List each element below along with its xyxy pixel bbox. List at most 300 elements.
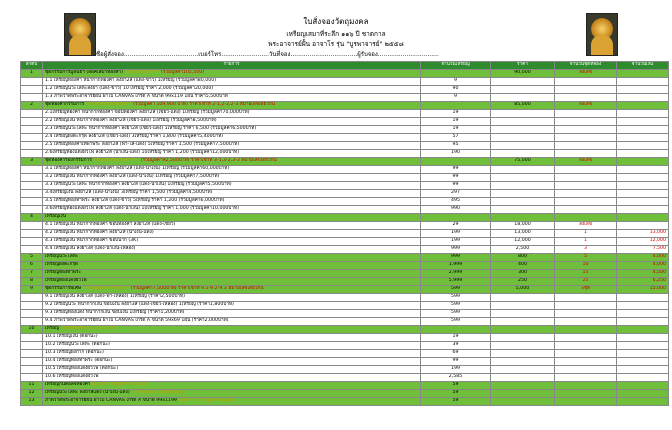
table-row (21, 93, 669, 101)
table-row (21, 229, 669, 237)
group-row (21, 69, 669, 77)
row-amount (617, 293, 669, 301)
item-text: 3.5 เหรียญทองทาพระ ลงยา2สี (แดง-ขาว) 5เหรียญ ราคา 1,200 (รวมมูลค่า6,000บาท) (45, 197, 225, 203)
row-item (43, 157, 421, 165)
row-amount: 7,500 (617, 245, 669, 253)
row-price: 12,000 (491, 237, 555, 245)
row-booked (555, 349, 617, 357)
row-price: 13,000 (491, 229, 555, 237)
row-item (43, 181, 421, 189)
item-text: 1.1 เหรียญทองคำ หน้ากากทองคำ ลงยา2สี (แดง-ขาว) 1เหรียญ (รวมมูลค่า80,000) (45, 77, 217, 83)
col-header-item: รายการ (43, 62, 421, 70)
col-header-qty: จำนวนเหรียญ (421, 62, 491, 70)
row-booked: ลงเลข (555, 69, 617, 77)
row-number (21, 189, 43, 197)
table-row (21, 77, 669, 85)
item-text: เหรียญทองทาพระ (45, 269, 81, 275)
row-item (43, 117, 421, 125)
table-row (21, 125, 669, 133)
row-booked (555, 189, 617, 197)
row-amount (617, 165, 669, 173)
table-row (21, 85, 669, 93)
row-booked (555, 357, 617, 365)
row-booked: 3 (555, 245, 617, 253)
row-booked (555, 213, 617, 221)
item-text: 9.2 เหรียญนวะ หน้ากากเงิน ขอบเงิน ลงยา3สี (แดง-เขียว-เหลือง) 1เหรียญ (ราคา1,800บาท) (45, 301, 234, 307)
row-number (21, 109, 43, 117)
col-header-price: ราคา (491, 62, 555, 70)
row-number: 8 (21, 277, 43, 285)
row-number (21, 93, 43, 101)
row-number (21, 221, 43, 229)
row-amount (617, 117, 669, 125)
row-booked (555, 173, 617, 181)
row-booked (555, 133, 617, 141)
row-booked (555, 365, 617, 373)
item-text: 4.1 เหรียญเงิน หน้ากากทองคำ ขอบทองคำ ลงยา2สี (แดง-เขียว) (45, 221, 176, 227)
table-row (21, 317, 669, 325)
item-text: เหรียญเงิน (45, 213, 67, 219)
item-highlight: (แจกพระเถระผู้ทรงคุณวุฒิ) (131, 389, 187, 395)
row-booked: 3ชุด (555, 285, 617, 293)
row-qty (421, 157, 491, 165)
row-amount (617, 373, 669, 381)
row-booked (555, 309, 617, 317)
row-booked (555, 381, 617, 389)
row-qty: 99 (421, 357, 491, 365)
row-item (43, 141, 421, 149)
table-row (21, 333, 669, 341)
row-number (21, 365, 43, 373)
row-item (43, 381, 421, 389)
row-booked (555, 317, 617, 325)
table-row (21, 109, 669, 117)
row-price (491, 357, 555, 365)
row-qty: 69 (421, 349, 491, 357)
row-price (491, 365, 555, 373)
row-number (21, 173, 43, 181)
item-text: เหรียญนวะโลหะ ลงยาสีแดง (น้ำเงิน-แดง) (45, 389, 130, 395)
row-price (491, 349, 555, 357)
row-item (43, 125, 421, 133)
row-booked: 15 (555, 269, 617, 277)
row-qty: 19 (421, 109, 491, 117)
row-price (491, 141, 555, 149)
row-number (21, 77, 43, 85)
row-booked (555, 125, 617, 133)
row-booked: ลงเลข (555, 101, 617, 109)
row-amount: 12,000 (617, 237, 669, 245)
row-qty: 90 (421, 85, 491, 93)
group-row (21, 213, 669, 221)
row-amount (617, 301, 669, 309)
row-amount (617, 109, 669, 117)
row-qty: 59 (421, 389, 491, 397)
row-qty: 19 (421, 125, 491, 133)
col-header-no: ลำดับ (21, 62, 43, 70)
item-highlight: (แจกพระเถระผู้ทรงคุณวุฒิ) (178, 397, 234, 403)
row-amount: 15,000 (617, 285, 669, 293)
group-row (21, 261, 669, 269)
row-item (43, 229, 421, 237)
table-row (21, 117, 669, 125)
row-qty (421, 69, 491, 77)
row-qty: 5,999 (421, 277, 491, 285)
order-table (20, 61, 669, 406)
row-amount (617, 125, 669, 133)
row-price (491, 333, 555, 341)
row-qty: 99 (421, 165, 491, 173)
row-number (21, 317, 43, 325)
row-number (21, 117, 43, 125)
row-booked (555, 109, 617, 117)
page-subtitle-2: พระอาจารย์ฝั้น อาจาโร รุ่น "บูรพาจารย์" ๒๕๕๘ (268, 40, 404, 48)
row-price: 300 (491, 269, 555, 277)
table-row (21, 149, 669, 157)
row-qty: 59 (421, 381, 491, 389)
row-price: 85,000 (491, 101, 555, 109)
row-amount: 6,250 (617, 277, 669, 285)
group-row (21, 381, 669, 389)
row-number: 13 (21, 397, 43, 405)
row-qty (421, 213, 491, 221)
row-price (491, 109, 555, 117)
table-row (21, 189, 669, 197)
row-price: 2,500 (491, 245, 555, 253)
row-item (43, 213, 421, 221)
row-number: 11 (21, 381, 43, 389)
row-number (21, 373, 43, 381)
row-qty: 190 (421, 149, 491, 157)
item-text: 2.1เหรียญทองคำ หน้ากากทองคำ ขอบทองคำ ลงยา2สี (เขียว-แดง) 1เหรียญ (รวมมูลค่า70,000บาท) (45, 109, 250, 115)
row-amount (617, 93, 669, 101)
row-price (491, 181, 555, 189)
row-number (21, 133, 43, 141)
group-row (21, 253, 669, 261)
row-amount (617, 341, 669, 349)
row-booked: 1 (555, 237, 617, 245)
row-price (491, 325, 555, 333)
table-row (21, 309, 669, 317)
row-booked (555, 197, 617, 205)
row-price (491, 213, 555, 221)
item-text: 9.4 ภาพวาดพระอาจารย์ฝั้น ผ้าใบ CANVAS เกรด A ขนาด 59x69 1ผืน (ราคา2,000บาท) (45, 317, 229, 323)
row-amount (617, 149, 669, 157)
row-amount (617, 101, 669, 109)
row-qty: 599 (421, 293, 491, 301)
item-text: 9.3 เหรียญทองแดง หน้ากากเงิน ขอบเงิน 1เหรียญ (ราคา1,200บาท) (45, 309, 185, 315)
item-text: 3.3 เหรียญนวะโลหะ หน้ากากทองคำ ลงยา2สี (แดง-น้ำเงิน) 1เหรียญ (รวมมูลค่า5,500บาท) (45, 181, 232, 187)
row-booked (555, 373, 617, 381)
row-number (21, 333, 43, 341)
row-booked: 25 (555, 277, 617, 285)
table-row (21, 133, 669, 141)
item-text: 4.4 เหรียญเงิน ลงยา3สี (แดง-น้ำเงิน-เหลือง) (45, 245, 136, 251)
row-item (43, 333, 421, 341)
row-booked (555, 301, 617, 309)
table-row (21, 205, 669, 213)
row-number (21, 293, 43, 301)
row-price (491, 173, 555, 181)
item-text: 2.5 เหรียญทองคำเทพาพระ ลงยา2สี (ฟ้า-ใส-แดง) 5เหรียญ ราคา 1,500 (รวมมูลค่า7,500บาท) (45, 141, 240, 147)
row-qty: 39 (421, 341, 491, 349)
row-price (491, 309, 555, 317)
row-number: 12 (21, 389, 43, 397)
row-item (43, 277, 421, 285)
row-qty: 19 (421, 117, 491, 125)
row-qty: 599 (421, 301, 491, 309)
row-number (21, 197, 43, 205)
table-row (21, 141, 669, 149)
group-row (21, 101, 669, 109)
row-qty: 199 (421, 229, 491, 237)
row-amount (617, 141, 669, 149)
row-amount (617, 349, 669, 357)
row-item (43, 373, 421, 381)
row-item (43, 197, 421, 205)
item-highlight: (แจกพระเถระผู้ทรงคุณวุฒิ) (91, 381, 147, 387)
item-text: 1.2 เหรียญนวะโลหะลงยา (แดง-ขาว) 10 เหรียญ ราคา 2,000 (รวมมูลค่า20,000) (45, 85, 214, 91)
row-item (43, 69, 421, 77)
group-row (21, 277, 669, 285)
row-price (491, 197, 555, 205)
item-text: เหรียญนวะโลหะ (45, 253, 79, 259)
table-row (21, 245, 669, 253)
group-row (21, 269, 669, 277)
row-item (43, 269, 421, 277)
item-text: ชุดกรรมการพิเศษ (45, 285, 81, 291)
order-form-line: ชื่อผู้สั่งจอง.......................................เบอร์โทร.........................วันที่จอง...................................ผู้รับจอง................................ (96, 51, 439, 58)
row-price (491, 397, 555, 405)
page-title: ใบสั่งจองวัตถุมงคล (303, 17, 369, 26)
col-header-booked: จำนวนชุดที่จอง (555, 62, 617, 70)
item-text: 10.5 เหรียญทองแดงผิวไฟ (ตอกนะ) (45, 365, 119, 371)
row-booked (555, 397, 617, 405)
item-text: 2.6เหรียญทองแดงผิวไฟ ลงยา2สี (น้ำเงิน-แดง) 10เหรียญ ราคา 1,200 (รวมมูลค่า12,000บาท) (45, 149, 239, 155)
table-row (21, 293, 669, 301)
row-item (43, 365, 421, 373)
row-number: 9 (21, 285, 43, 293)
item-text: เหรียญ (45, 325, 59, 331)
row-number (21, 229, 43, 237)
row-number: 5 (21, 253, 43, 261)
row-number (21, 237, 43, 245)
item-note: (รวมมูลค่า105,500) (161, 69, 205, 75)
row-number (21, 141, 43, 149)
row-item (43, 189, 421, 197)
row-item (43, 317, 421, 325)
item-text: 10.6 เหรียญทองแดงผิวไฟ (45, 373, 99, 379)
row-item (43, 357, 421, 365)
table-row (21, 237, 669, 245)
item-text: ชุดทองคำกรรมการ (45, 101, 85, 107)
group-row (21, 389, 669, 397)
row-booked (555, 93, 617, 101)
row-price (491, 301, 555, 309)
row-item (43, 309, 421, 317)
row-qty: 495 (421, 197, 491, 205)
row-price (491, 373, 555, 381)
col-header-amount: จำนวนเงิน (617, 62, 669, 70)
row-booked: ลงเลข (555, 221, 617, 229)
item-text: 4.3 เหรียญเงิน หน้ากากทองคำ ขอบนาก (3K) (45, 237, 139, 243)
row-item (43, 237, 421, 245)
row-item (43, 133, 421, 141)
row-item (43, 285, 421, 293)
row-qty: 99 (421, 173, 491, 181)
row-qty: 19 (421, 333, 491, 341)
row-number (21, 357, 43, 365)
table-row (21, 365, 669, 373)
table-row (21, 301, 669, 309)
row-item (43, 205, 421, 213)
row-qty: 199 (421, 237, 491, 245)
row-price: 90,000 (491, 69, 555, 77)
row-number (21, 341, 43, 349)
row-booked (555, 85, 617, 93)
row-amount (617, 381, 669, 389)
row-booked (555, 149, 617, 157)
row-amount (617, 197, 669, 205)
item-text: เหรียญก็นตอลจทองคำ (45, 381, 91, 387)
item-highlight: **(ล็อคเสมาทองคำ)** (85, 101, 132, 107)
item-text: 3.1 เหรียญทองคำ หน้ากากทองคำ ลงยา2สี (แดง-น้ำเงิน) 1เหรียญ (รวมมูลค่า60,000บาท) (45, 165, 230, 171)
row-price (491, 293, 555, 301)
table-row (21, 349, 669, 357)
row-price: 800 (491, 253, 555, 261)
row-price (491, 149, 555, 157)
row-qty: 95 (421, 141, 491, 149)
row-price (491, 389, 555, 397)
row-amount (617, 389, 669, 397)
row-qty: 2,585 (421, 373, 491, 381)
row-price (491, 341, 555, 349)
row-booked (555, 333, 617, 341)
item-text: 10.4 เหรียญทองทาพระ (ตอกนะ) (45, 357, 113, 363)
row-qty: 9 (421, 93, 491, 101)
row-item (43, 221, 421, 229)
row-amount (617, 333, 669, 341)
row-item (43, 109, 421, 117)
row-price (491, 125, 555, 133)
row-qty: 29 (421, 221, 491, 229)
item-note: (รวมมูลค่า92,500บาท) ราคาเช่าที่ 3-1,3-2,3-3 หมายเลขเดียวกัน (140, 157, 277, 163)
row-item (43, 253, 421, 261)
item-highlight: (สำหรับแจกผู้ร่วมงานวันที่) (60, 325, 115, 331)
row-item (43, 165, 421, 173)
row-amount (617, 173, 669, 181)
item-text: ชุดกรรมการมูลนิธิฯ (ล็อคเสมาทองคำ) (45, 69, 123, 75)
row-amount (617, 181, 669, 189)
row-price (491, 93, 555, 101)
row-amount (617, 205, 669, 213)
page-subtitle: เหรียญเสมาที่ระลึก ๑๑๖ ปี ชาตกาล (286, 30, 386, 38)
row-qty (421, 325, 491, 333)
row-booked (555, 325, 617, 333)
row-item (43, 341, 421, 349)
row-price (491, 117, 555, 125)
item-text: 3.2 เหรียญเงิน หน้ากากทองคำ ลงยา2สี (แดง-น้ำเงิน) 1เหรียญ (รวมมูลค่า7,500บาท) (45, 173, 220, 179)
row-number (21, 85, 43, 93)
item-text: ชุดทองคำรองกรรมการ (45, 157, 92, 163)
row-number (21, 349, 43, 357)
row-amount (617, 221, 669, 229)
row-booked (555, 205, 617, 213)
row-booked (555, 117, 617, 125)
table-row (21, 173, 669, 181)
row-number (21, 149, 43, 157)
row-amount (617, 365, 669, 373)
item-text: 3.4เหรียญเงิน ลงยา2สี (แดง-น้ำเงิน) 3เหรียญ ราคา 1,500 (รวมมูลค่า4,500บาท) (45, 189, 213, 195)
row-number (21, 125, 43, 133)
group-row (21, 285, 669, 293)
row-amount (617, 309, 669, 317)
row-item (43, 389, 421, 397)
row-price (491, 133, 555, 141)
row-booked (555, 181, 617, 189)
row-qty: 990 (421, 205, 491, 213)
row-number: 10 (21, 325, 43, 333)
row-number: 1 (21, 69, 43, 77)
row-booked: 1 (555, 229, 617, 237)
row-price: 400 (491, 261, 555, 269)
row-price: 18,000 (491, 221, 555, 229)
row-number: 4 (21, 213, 43, 221)
row-qty: 9 (421, 77, 491, 85)
item-text: เหรียญฝังตะกรุด (45, 261, 78, 267)
row-qty (421, 101, 491, 109)
row-amount (617, 85, 669, 93)
row-booked: 10 (555, 261, 617, 269)
table-header (21, 62, 669, 70)
row-number: 2 (21, 101, 43, 109)
group-row (21, 157, 669, 165)
row-amount (617, 213, 669, 221)
row-item (43, 93, 421, 101)
row-number (21, 165, 43, 173)
item-text: 3.6เหรียญทองแดงผิวไฟ ลงยา2สี (แดง-น้ำเงิน) 10เหรียญ ราคา 1,000 (รวมมูลค่า10,000บาท) (45, 205, 239, 211)
row-price: 250 (491, 277, 555, 285)
item-highlight: **(ล็อคเสมาทองคำ)** (93, 157, 140, 163)
row-qty: 599 (421, 309, 491, 317)
item-highlight: **ได้เลขตอง 9** (124, 69, 160, 75)
row-item (43, 325, 421, 333)
row-booked (555, 293, 617, 301)
row-number (21, 181, 43, 189)
row-price (491, 165, 555, 173)
row-price (491, 317, 555, 325)
row-number: 7 (21, 269, 43, 277)
row-number: 6 (21, 261, 43, 269)
row-amount (617, 397, 669, 405)
row-price (491, 205, 555, 213)
item-text: 9.1 เหรียญเงิน ลงยา3สี (แดง-ฟ้า-เหลือง) 1เหรียญ (ราคา2,500บาท) (45, 293, 185, 299)
row-number (21, 309, 43, 317)
row-qty: 57 (421, 133, 491, 141)
row-qty: 297 (421, 189, 491, 197)
item-note: (รวมมูลค่า 109,900 บาท) ราคาเช่าที่ 2-1,2-2,2-3 หมายเลขเดียวกัน (133, 101, 275, 107)
item-text: เหรียญทองแดงผิวไฟ (45, 277, 87, 283)
row-booked (555, 165, 617, 173)
row-amount: 4,000 (617, 253, 669, 261)
row-number (21, 301, 43, 309)
row-qty: 59 (421, 397, 491, 405)
row-qty: 999 (421, 245, 491, 253)
row-qty: 99 (421, 181, 491, 189)
row-item (43, 173, 421, 181)
table-row (21, 221, 669, 229)
row-price (491, 77, 555, 85)
